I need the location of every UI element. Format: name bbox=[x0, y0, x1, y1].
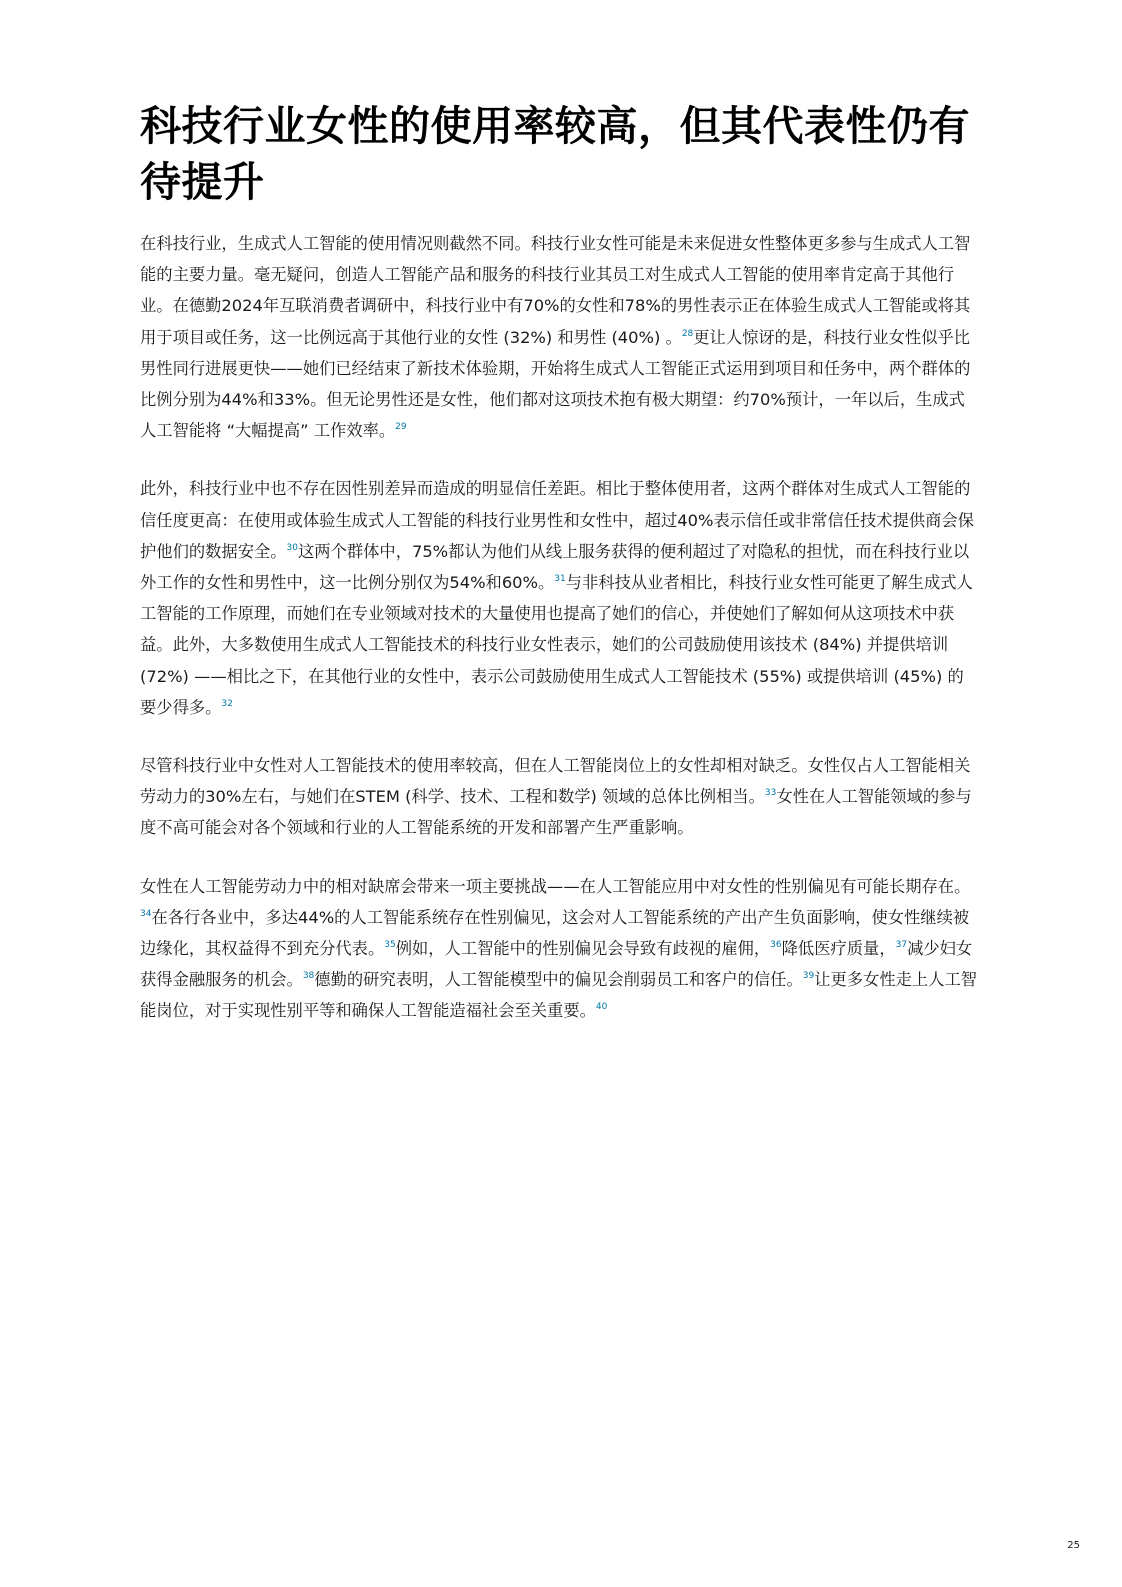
paragraph-text: 在各行各业中，多达44%的人工智能系统存在性别偏见，这会对人工智能系统的产出产生负面影响，使女性继续被边缘化，其权益得不到充分代表。 bbox=[140, 907, 970, 959]
paragraph-text: 女性在人工智能劳动力中的相对缺席会带来一项主要挑战——在人工智能应用中对女性的性别偏见有可能长期存在。 bbox=[140, 876, 971, 896]
footnote-ref[interactable]: 28 bbox=[681, 328, 694, 339]
article-body bbox=[140, 228, 978, 1054]
footnote-ref[interactable]: 30 bbox=[286, 542, 298, 553]
footnote-ref[interactable]: 39 bbox=[802, 971, 815, 982]
paragraph-text: 德勤的研究表明，人工智能模型中的偏见会削弱员工和客户的信任。 bbox=[314, 970, 803, 990]
paragraph-text: 降低医疗质量， bbox=[781, 939, 896, 959]
paragraph-text: 减少妇女获得金融服务的机会。 bbox=[140, 939, 973, 990]
footnote-ref[interactable]: 40 bbox=[595, 1002, 608, 1013]
paragraph-text: 女性在人工智能领域的参与度不高可能会对各个领域和行业的人工智能系统的开发和部署产生严重影响。 bbox=[140, 787, 972, 838]
paragraph-text: 更让人惊讶的是，科技行业女性似乎比男性同行进展更快——她们已经结束了新技术体验期，开始将生成式人工智能正式运用到项目和任务中，两个群体的比例分别为44%和33%。但无论男性还是女性，他们都对这项技术抱有极大期望：约70%预计，一年以后，生成式人工智能将 “大幅提高” 工作效率。 bbox=[140, 327, 971, 441]
page-number: 25 bbox=[1067, 1540, 1080, 1551]
body-paragraph bbox=[140, 473, 978, 723]
paragraph-text: 在科技行业，生成式人工智能的使用情况则截然不同。科技行业女性可能是未来促进女性整体更多参与生成式人工智能的主要力量。毫无疑问，创造人工智能产品和服务的科技行业其员工对生成式人工智能的使用率肯定高于其他行业。在德勤2024年互联消费者调研中，科技行业中有70%的女性和78%的男性表示正在体验生成式人工智能或将其用于项目或任务，这一比例远高于其他行业的女性 (32%) 和男性 (40%) 。 bbox=[140, 234, 971, 347]
footnote-ref[interactable]: 35 bbox=[384, 940, 396, 951]
body-paragraph bbox=[140, 750, 978, 844]
paragraph-text: 尽管科技行业中女性对人工智能技术的使用率较高，但在人工智能岗位上的女性却相对缺乏。女性仅占人工智能相关劳动力的30%左右，与她们在STEM (科学、技术、工程和数学) 领域的总体比例相当。 bbox=[140, 756, 971, 807]
footnote-ref[interactable]: 31 bbox=[554, 574, 566, 585]
paragraph-text: 与非科技从业者相比，科技行业女性可能更了解生成式人工智能的工作原理，而她们在专业领域对技术的大量使用也提高了她们的信心，并使她们了解如何从这项技术中获益。此外，大多数使用生成式人工智能技术的科技行业女性表示，她们的公司鼓励使用该技术 (84%) 并提供培训 (72%) ——相比之下，在其他行业的女性中，表示公司鼓励使用生成式人工智能技术 (55%) 或提供培训 (45%) 的要少得多。 bbox=[140, 573, 973, 717]
page-title: 科技行业女性的使用率较高，但其代表性仍有待提升 bbox=[140, 102, 970, 206]
body-paragraph bbox=[140, 871, 978, 1027]
footnote-ref[interactable]: 32 bbox=[221, 698, 233, 709]
footnote-ref[interactable]: 34 bbox=[140, 908, 152, 919]
footnote-ref[interactable]: 29 bbox=[395, 422, 407, 433]
footnote-ref[interactable]: 33 bbox=[764, 788, 777, 799]
paragraph-text: 让更多女性走上人工智能岗位，对于实现性别平等和确保人工智能造福社会至关重要。 bbox=[140, 970, 978, 1021]
paragraph-text: 这两个群体中，75%都认为他们从线上服务获得的便利超过了对隐私的担忧，而在科技行业以外工作的女性和男性中，这一比例分别仅为54%和60%。 bbox=[140, 541, 970, 593]
paragraph-text: 例如，人工智能中的性别偏见会导致有歧视的雇佣， bbox=[395, 939, 771, 959]
footnote-ref[interactable]: 38 bbox=[302, 971, 315, 982]
body-paragraph bbox=[140, 228, 978, 446]
footnote-ref[interactable]: 37 bbox=[895, 940, 908, 951]
footnote-ref[interactable]: 36 bbox=[770, 940, 782, 951]
paragraph-text: 此外，科技行业中也不存在因性别差异而造成的明显信任差距。相比于整体使用者，这两个群体对生成式人工智能的信任度更高：在使用或体验生成式人工智能的科技行业男性和女性中，超过40%表示信任或非常信任技术提供商会保护他们的数据安全。 bbox=[140, 479, 974, 561]
